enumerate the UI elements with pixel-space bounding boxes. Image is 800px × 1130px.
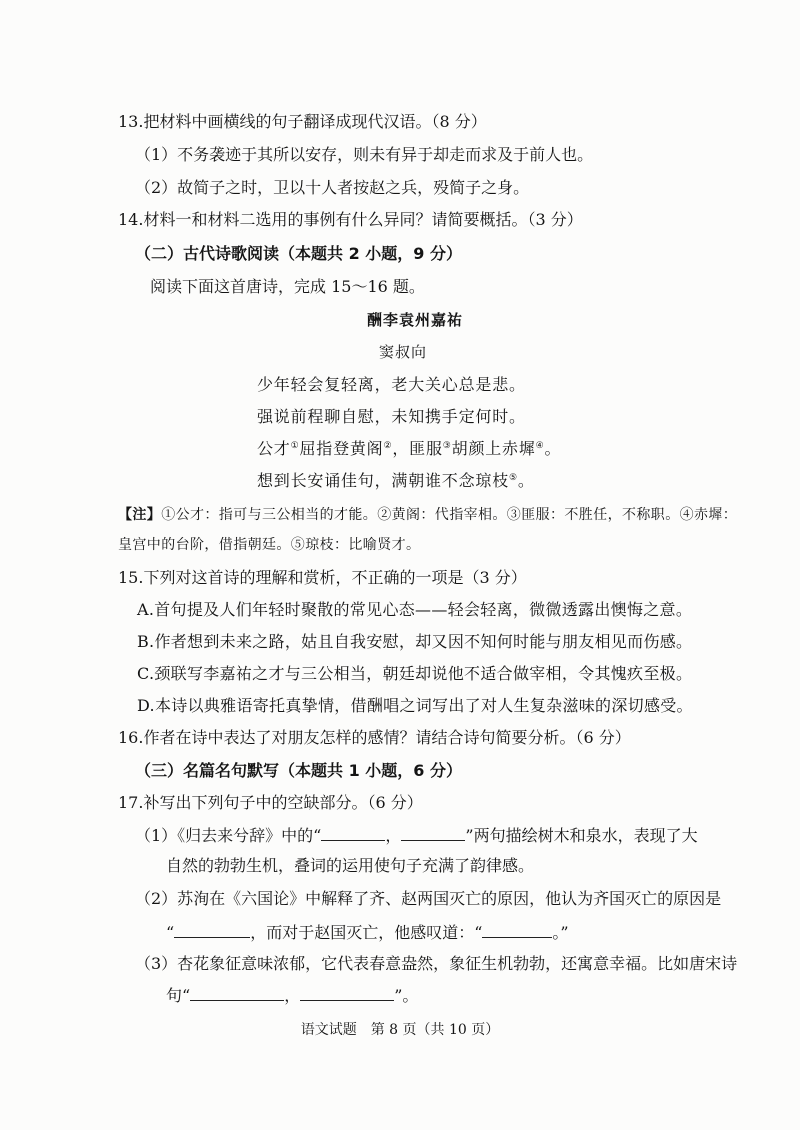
footnote-marker: ① [290, 441, 300, 451]
q14-stem: 14.材料一和材料二选用的事例有什么异同？请简要概括。（3 分） [118, 210, 583, 229]
q17-item-3-line-1: （3）杏花象征意味浓郁，它代表春意盎然，象征生机勃勃，还寓意幸福。比如唐宋诗 [135, 954, 738, 973]
poem-line-1: 少年轻会复轻离，老大关心总是悲。 [257, 375, 526, 394]
q17-item-2-line-2 [166, 921, 569, 943]
q13-item-2: （2）故简子之时，卫以十人者按赵之兵，殁简子之身。 [135, 178, 530, 197]
q17-item-1-line-2: 自然的勃勃生机，叠词的运用使句子充满了韵律感。 [166, 856, 535, 875]
q15-option-c: C.颈联写李嘉祐之才与三公相当，朝廷却说他不适合做宰相，令其愧疚至极。 [137, 664, 693, 683]
q17-text: 。” [552, 923, 569, 942]
q15-option-d: D.本诗以典雅语寄托真挚情，借酬唱之词写出了对人生复杂滋味的深切感受。 [137, 696, 693, 715]
q17-text: ，而对于赵国灭亡，他感叹道：“ [250, 923, 483, 942]
poem-text: 胡颜上赤墀 [451, 439, 536, 458]
poem-title: 酬李袁州嘉祐 [367, 311, 464, 329]
q17-text: ， [284, 986, 301, 1005]
q15-option-b: B.作者想到未来之路，姑且自我安慰，却又因不知何时能与朋友相见而伤感。 [137, 632, 693, 651]
poem-text: 想到长安诵佳句，满朝谁不念琼枝 [257, 471, 510, 490]
footnote-marker: ④ [535, 441, 545, 451]
q17-stem: 17.补写出下列句子中的空缺部分。（6 分） [118, 793, 423, 812]
q17-text: ”两句描绘树木和泉水，表现了大 [465, 826, 698, 845]
answer-blank [401, 824, 465, 841]
poem-text: 公才 [257, 439, 291, 458]
q13-stem: 13.把材料中画横线的句子翻译成现代汉语。（8 分） [118, 112, 487, 131]
poem-line-2: 强说前程聊自慰，未知携手定何时。 [257, 407, 526, 426]
footnote-marker: ② [383, 441, 393, 451]
answer-blank [482, 921, 552, 938]
notes-label: 【注】 [118, 507, 162, 523]
section2-instruction: 阅读下面这首唐诗，完成 15～16 题。 [150, 277, 425, 296]
q17-text: “ [166, 923, 175, 942]
q17-text: ， [385, 826, 402, 845]
q17-item-1-line-1 [135, 824, 698, 846]
q17-text: （1）《归去来兮辞》中的“ [135, 826, 322, 845]
section3-heading: （三）名篇名句默写（本题共 1 小题，6 分） [135, 761, 462, 780]
q17-text: ”。 [394, 986, 419, 1005]
notes-text: ①公才：指可与三公相当的才能。②黄阁：代指宰相。③匪服：不胜任，不称职。④赤墀： [161, 507, 738, 523]
q17-item-2-line-1: （2）苏洵在《六国论》中解释了齐、赵两国灭亡的原因，他认为齐国灭亡的原因是 [135, 889, 722, 908]
q13-item-1: （1）不务袭迹于其所以安存，则未有异于却走而求及于前人也。 [135, 145, 594, 164]
section2-heading: （二）古代诗歌阅读（本题共 2 小题，9 分） [135, 244, 462, 263]
poem-text: ，匪服 [392, 439, 443, 458]
footnote-marker: ⑤ [509, 473, 518, 483]
q17-text: 句“ [166, 986, 191, 1005]
answer-blank [321, 824, 385, 841]
notes-line-1 [118, 504, 737, 526]
q16-stem: 16.作者在诗中表达了对朋友怎样的感情？请结合诗句简要分析。（6 分） [118, 728, 631, 747]
notes-line-2: 皇宫中的台阶，借指朝廷。⑤琼枝：比喻贤才。 [118, 537, 421, 553]
answer-blank [300, 984, 394, 1001]
poem-text: 。 [517, 471, 535, 490]
poem-text: 屈指登黄阁 [299, 439, 384, 458]
q15-option-a: A.首句提及人们年轻时聚散的常见心态——轻会轻离，微微透露出懊悔之意。 [137, 600, 693, 619]
poem-author: 窦叔向 [379, 343, 428, 361]
answer-blank [174, 921, 250, 938]
poem-line-3 [257, 438, 561, 460]
footnote-marker: ③ [442, 441, 452, 451]
poem-line-4 [257, 470, 535, 492]
poem-text: 。 [544, 439, 562, 458]
q15-stem: 15.下列对这首诗的理解和赏析，不正确的一项是（3 分） [118, 568, 527, 587]
q17-item-3-line-2 [166, 984, 418, 1006]
page-footer: 语文试题 第 8 页（共 10 页） [300, 1022, 500, 1038]
answer-blank [190, 984, 284, 1001]
